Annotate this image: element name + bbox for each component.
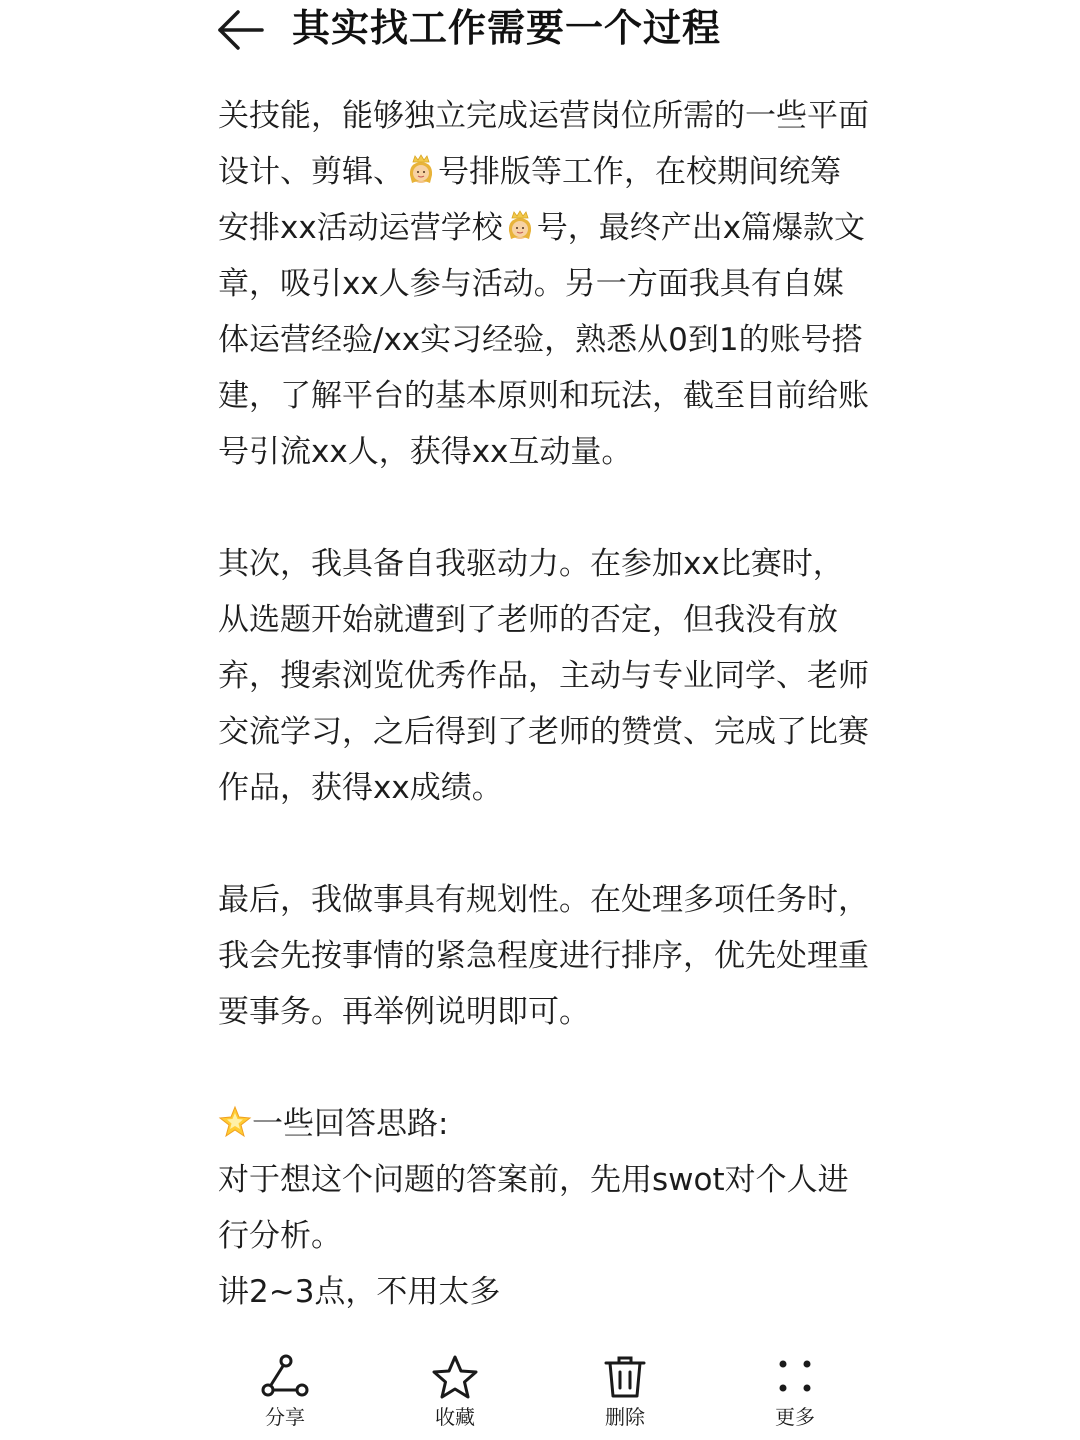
paragraph-spacer bbox=[218, 480, 870, 536]
share-button[interactable] bbox=[230, 1354, 340, 1440]
note-content bbox=[218, 88, 870, 1338]
bottom-toolbar bbox=[0, 1340, 1080, 1440]
paragraph-self-drive: 其次，我具备自我驱动力。在参加xx比赛时， 从选题开始就遭到了老师的否定，但我没有放弃，搜索浏览优秀作品，主动与专业同学、老师交流学习，之后得到了老师的赞赏、完成了比赛作品，获得xx成绩。 bbox=[218, 546, 869, 806]
paragraph-cut-off: 讲2~3点，不用太多 bbox=[218, 1274, 501, 1310]
favorite-label: 收藏 bbox=[435, 1405, 475, 1429]
page-title: 其实找工作需要一个过程 bbox=[292, 6, 722, 50]
star-icon bbox=[430, 1354, 480, 1400]
paragraph-swot: 对于想这个问题的答案前，先用swot对个人进行分析。 bbox=[218, 1162, 849, 1254]
paragraph-text: 号排版等工作，在校期间统筹安排xx活动运营学校 bbox=[218, 154, 841, 246]
paragraph-text: 号，最终产出x篇爆款文章，吸引xx人参与活动。另一方面我具有自媒体运营经验/xx实习经验，熟悉从0到1的账号搭建，了解平台的基本原则和玩法，截至目前给账号引流xx人，获得xx互动量。 bbox=[218, 210, 869, 470]
delete-button[interactable] bbox=[570, 1354, 680, 1440]
more-dots-icon bbox=[770, 1354, 820, 1400]
share-icon bbox=[260, 1354, 310, 1400]
share-label: 分享 bbox=[265, 1405, 305, 1429]
header-bar bbox=[0, 0, 1080, 64]
princess-emoji-icon bbox=[404, 153, 438, 187]
arrow-left-icon bbox=[214, 4, 270, 54]
paragraph-answer-ideas-title bbox=[218, 1096, 870, 1152]
glowing-star-emoji-icon bbox=[218, 1105, 252, 1139]
paragraph-text: 一些回答思路: bbox=[252, 1106, 449, 1142]
princess-emoji-icon bbox=[503, 209, 537, 243]
paragraph-spacer bbox=[218, 816, 870, 872]
back-button[interactable] bbox=[214, 4, 270, 54]
paragraph-spacer bbox=[218, 1040, 870, 1096]
more-button[interactable] bbox=[740, 1354, 850, 1440]
more-label: 更多 bbox=[775, 1405, 815, 1429]
paragraph-skills bbox=[218, 88, 870, 480]
trash-icon bbox=[600, 1354, 650, 1400]
paragraph-text: 关技能，能够独立完成运营岗位所需的一些平面设计、剪辑、 bbox=[218, 98, 869, 190]
favorite-button[interactable] bbox=[400, 1354, 510, 1440]
paragraph-planning: 最后，我做事具有规划性。在处理多项任务时，我会先按事情的紧急程度进行排序，优先处理重要事务。再举例说明即可。 bbox=[218, 882, 869, 1030]
delete-label: 删除 bbox=[605, 1405, 645, 1429]
